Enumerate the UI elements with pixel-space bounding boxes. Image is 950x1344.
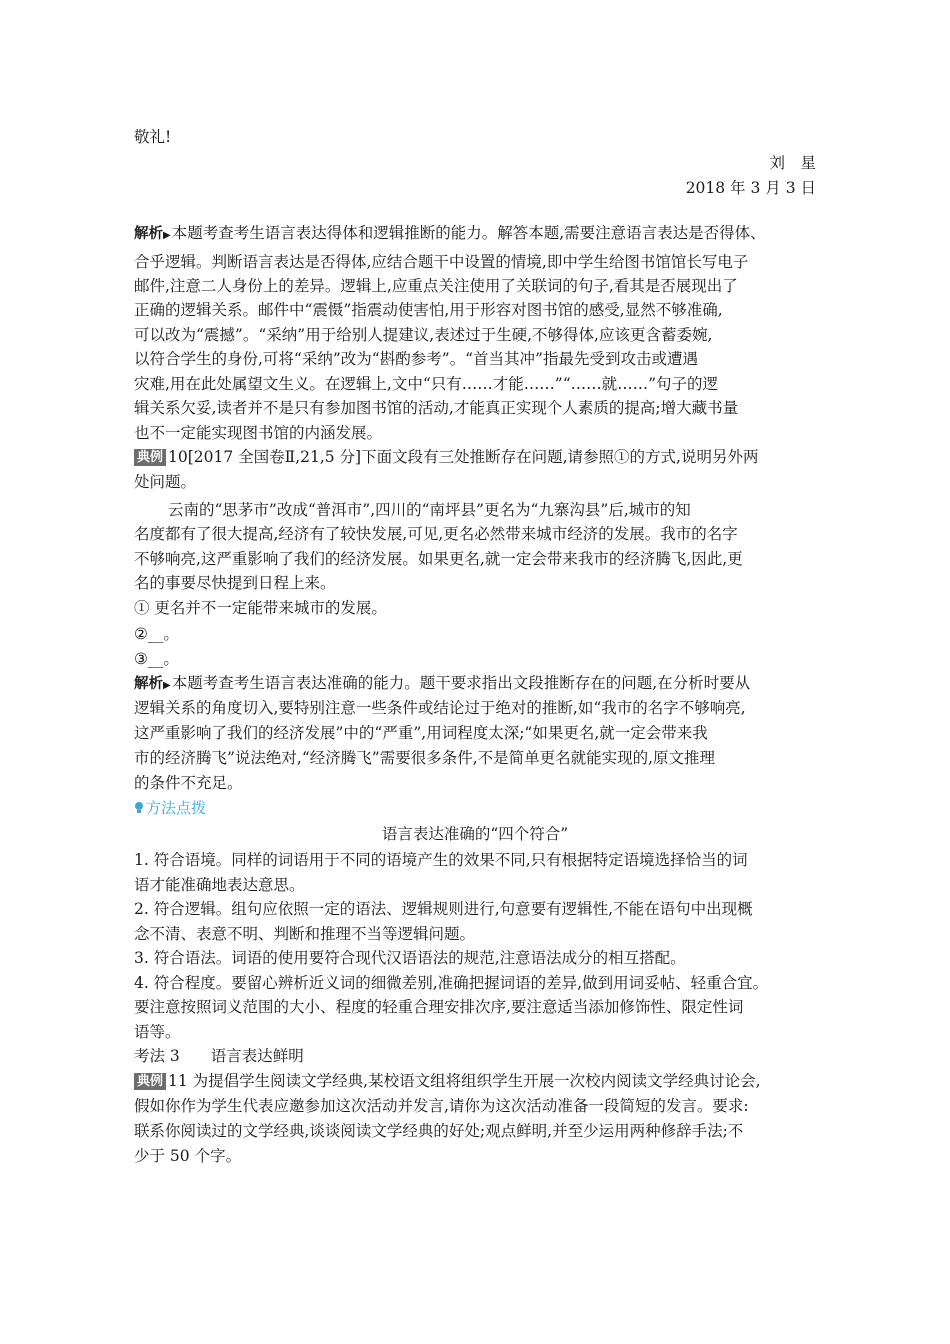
example10-line-1: 典例 10[2017 全国卷Ⅱ,21,5 分]下面文段有三处推断存在问题,请参照①的方式,说明另外两 xyxy=(134,446,758,468)
analysis2-line: 逻辑关系的角度切入,要特别注意一些条件或结论过于绝对的推断,如“我市的名字不够响亮, xyxy=(134,699,746,717)
lightbulb-icon xyxy=(134,802,144,814)
letter-signature: 刘 星 xyxy=(769,154,816,172)
method-line: 念不清、表意不明、判断和推理不当等逻辑问题。 xyxy=(134,925,476,943)
passage-line: 云南的“思茅市”改成“普洱市”,四川的“南坪县”更名为“九寨沟县”后,城市的知 xyxy=(168,501,691,519)
analysis2-line: 的条件不充足。 xyxy=(134,774,243,792)
example10-line: 处问题。 xyxy=(134,473,197,491)
analysis2-line: 市的经济腾飞”说法绝对,“经济腾飞”需要很多条件,不是简单更名就能实现的,原文推理 xyxy=(134,749,716,767)
letter-closing: 敬礼! xyxy=(134,128,172,146)
section-heading: 考法 3 语言表达鲜明 xyxy=(134,1047,304,1065)
analysis1-line: 灾难,用在此处属望文生义。在逻辑上,文中“只有……才能……”“……就……”句子的逻 xyxy=(134,375,719,393)
method-label: 方法点拨 xyxy=(134,797,206,819)
analysis1-line: 可以改为“震撼”。“采纳”用于给别人提建议,表述过于生硬,不够得体,应该更含蓄委婉, xyxy=(134,326,713,344)
passage-line: 名度都有了很大提高,经济有了较快发展,可见,更名必然带来城市经济的发展。我市的名字 xyxy=(134,525,738,543)
example11-line: 假如你作为学生代表应邀参加这次活动并发言,请你为这次活动准备一段简短的发言。要求: xyxy=(134,1097,749,1115)
passage-line: 名的事要尽快提到日程上来。 xyxy=(134,574,336,592)
analysis2-line: 这严重影响了我们的经济发展”中的“严重”,用词程度太深;“如果更名,就一定会带来我 xyxy=(134,724,708,742)
letter-date: 2018 年 3 月 3 日 xyxy=(685,179,816,197)
analysis1-line-1: 解析▶本题考查考生语言表达得体和逻辑推断的能力。解答本题,需要注意语言表达是否得体、 xyxy=(134,224,766,242)
method-title: 语言表达准确的“四个符合” xyxy=(381,825,569,843)
method-line: 1. 符合语境。同样的词语用于不同的语境产生的效果不同,只有根据特定语境选择恰当的词 xyxy=(134,851,748,869)
passage-line: 不够响亮,这严重影响了我们的经济发展。如果更名,就一定会带来我市的经济腾飞,因此,更 xyxy=(134,550,743,568)
analysis1-line: 以符合学生的身份,可将“采纳”改为“斟酌参考”。“首当其冲”指最先受到攻击或遭遇 xyxy=(134,350,698,368)
method-line: 2. 符合逻辑。组句应依照一定的语法、逻辑规则进行,句意要有逻辑性,不能在语句中出现概 xyxy=(134,900,753,918)
analysis1-line: 邮件,注意二人身份上的差异。逻辑上,应重点关注使用了关联词的句子,看其是否展现出了 xyxy=(134,277,738,295)
analysis2-line-1: 解析▶本题考查考生语言表达准确的能力。题干要求指出文段推断存在的问题,在分析时要从 xyxy=(134,674,751,692)
example11-line: 少于 50 个字。 xyxy=(134,1147,242,1165)
analysis2-tag: 解析▶ xyxy=(134,676,171,692)
example11-line: 联系你阅读过的文学经典,谈谈阅读文学经典的好处;观点鲜明,并至少运用两种修辞手法;不 xyxy=(134,1122,744,1140)
analysis1-line: 合乎逻辑。判断语言表达是否得体,应结合题干中设置的情境,即中学生给图书馆馆长写电子 xyxy=(134,253,749,271)
analysis1-line: 辑关系欠妥,读者并不是只有参加图书馆的活动,才能真正实现个人素质的提高;增大藏书量 xyxy=(134,399,739,417)
answer-line: ②__。 xyxy=(134,625,179,643)
method-line: 4. 符合程度。要留心辨析近义词的细微差别,准确把握词语的差异,做到用词妥帖、轻重合宜。 xyxy=(134,974,769,992)
method-line: 语等。 xyxy=(134,1023,181,1041)
example11-tag: 典例 xyxy=(134,1073,166,1090)
example11-line-1: 典例 11 为提倡学生阅读文学经典,某校语文组将组织学生开展一次校内阅读文学经典讨论会, xyxy=(134,1070,761,1092)
example10-tag: 典例 xyxy=(134,449,166,466)
method-line: 语才能准确地表达意思。 xyxy=(134,876,305,894)
method-line: 要注意按照词义范围的大小、程度的轻重合理安排次序,要注意适当添加修饰性、限定性词 xyxy=(134,998,744,1016)
method-line: 3. 符合语法。词语的使用要符合现代汉语语法的规范,注意语法成分的相互搭配。 xyxy=(134,949,686,967)
analysis1-line: 正确的逻辑关系。邮件中“震慑”指震动使害怕,用于形容对图书馆的感受,显然不够准确, xyxy=(134,301,723,319)
answer-line: ① 更名并不一定能带来城市的发展。 xyxy=(134,599,387,617)
analysis1-line: 也不一定能实现图书馆的内涵发展。 xyxy=(134,424,383,442)
analysis1-tag: 解析▶ xyxy=(134,226,171,242)
answer-line: ③__。 xyxy=(134,650,179,668)
